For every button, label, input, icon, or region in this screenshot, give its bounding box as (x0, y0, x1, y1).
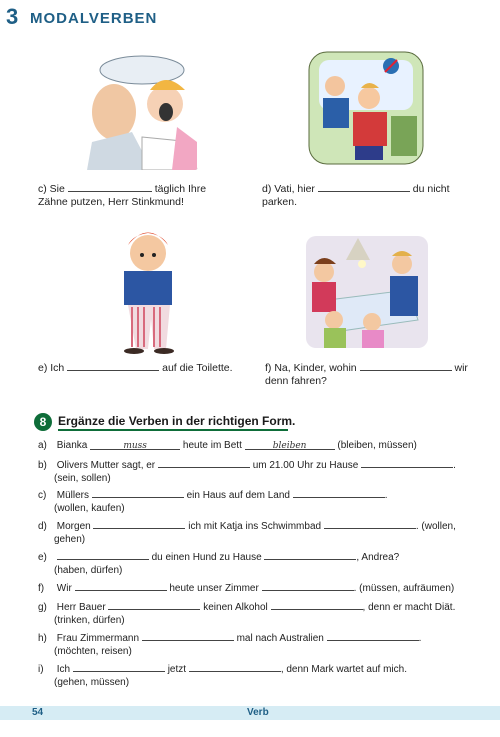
exercise-row-c: c) Müllers ein Haus auf dem Land . (wollen, kaufen) (38, 487, 388, 515)
answer-line[interactable] (75, 580, 167, 591)
answer-line[interactable] (68, 181, 152, 192)
answer-line[interactable] (57, 549, 149, 560)
answer-line[interactable] (142, 630, 234, 641)
exercise-row-g: g) Herr Bauer keinen Alkohol , denn er macht Diät. (trinken, dürfen) (38, 599, 455, 627)
task-number-badge: 8 (34, 413, 52, 431)
answer-line[interactable] (318, 181, 410, 192)
answer-line[interactable] (67, 360, 159, 371)
page-number: 54 (32, 707, 44, 718)
exercise-row-e: e) du einen Hund zu Hause , Andrea? (haben, dürfen) (38, 549, 399, 577)
answer-line[interactable] (158, 457, 250, 468)
sentence-c: c) Sie täglich Ihre Zähne putzen, Herr Stinkmund! (38, 183, 207, 208)
sentence-e: e) Ich auf die Toilette. (38, 362, 233, 374)
answer-line[interactable] (189, 661, 281, 672)
answer-line[interactable] (73, 661, 165, 672)
answer-line[interactable] (360, 360, 452, 371)
exercise-row-d: d) Morgen ich mit Katja ins Schwimmbad . (wollen, gehen) (38, 518, 456, 546)
exercise-row-a: a) Bianka muss heute im Bett bleiben (bleiben, müssen) (38, 440, 417, 451)
answer-line[interactable] (262, 580, 354, 591)
task-title-underline (58, 429, 288, 431)
exercise-row-f: f) Wir heute unser Zimmer . (müssen, aufräumen) (38, 580, 454, 595)
illustration-car-parking (305, 46, 427, 170)
illustration-dentist (82, 42, 200, 170)
answer-line[interactable] (93, 518, 185, 529)
illustration-boy-toilet (110, 225, 188, 355)
task-title: Ergänze die Verben in der richtigen Form. (58, 414, 296, 428)
answer-line[interactable] (264, 549, 356, 560)
answer-line[interactable] (92, 487, 184, 498)
answer-line[interactable] (324, 518, 416, 529)
answer-line[interactable] (327, 630, 419, 641)
answer-line[interactable] (108, 599, 200, 610)
answer-line[interactable]: bleiben (245, 439, 335, 450)
exercise-row-h: h) Frau Zimmermann mal nach Australien . (möchten, reisen) (38, 630, 421, 658)
illustration-family-table (298, 230, 436, 354)
answer-line[interactable]: muss (90, 439, 180, 450)
sentence-f: f) Na, Kinder, wohin wir denn fahren? (265, 362, 468, 387)
exercise-row-i: i) Ich jetzt , denn Mark wartet auf mich. (gehen, müssen) (38, 661, 407, 689)
chapter-title: MODALVERBEN (30, 10, 158, 27)
sentence-d: d) Vati, hier du nicht parken. (262, 183, 450, 208)
answer-line[interactable] (293, 487, 385, 498)
exercise-row-b: b) Olivers Mutter sagt, er um 21.00 Uhr zu Hause . (sein, sollen) (38, 457, 456, 485)
answer-line[interactable] (361, 457, 453, 468)
chapter-number: 3 (6, 4, 19, 29)
answer-line[interactable] (271, 599, 363, 610)
footer-word: Verb (247, 707, 269, 718)
